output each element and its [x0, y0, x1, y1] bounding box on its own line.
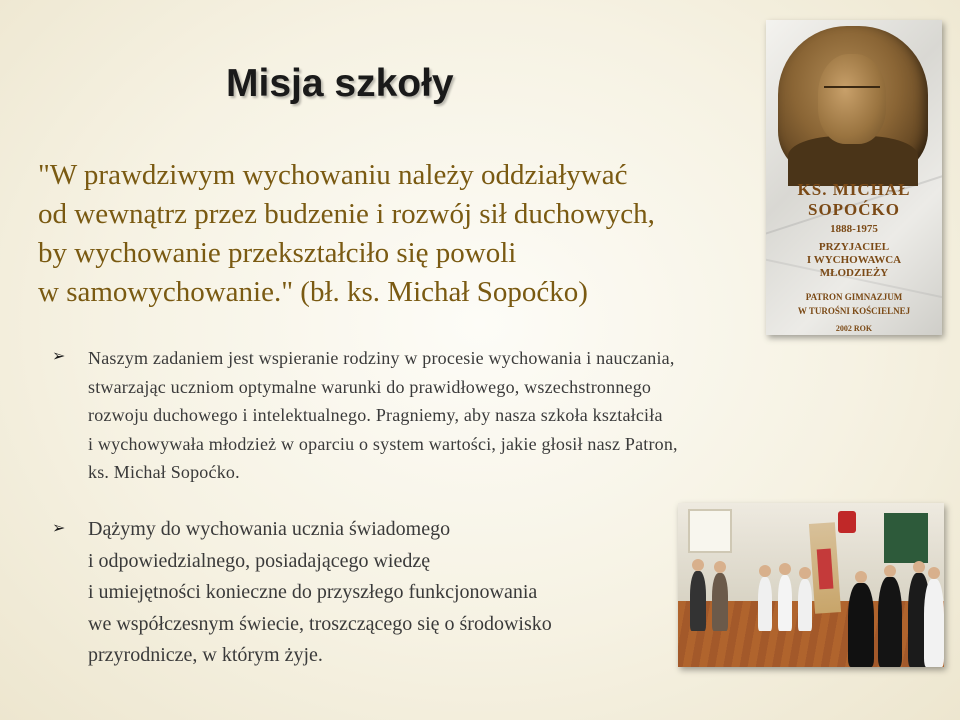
plaque-inscription: MŁODZIEŻY	[819, 267, 889, 279]
plaque-inscription: 2002 ROK	[835, 324, 873, 333]
arrow-bullet-icon: ➢	[52, 518, 66, 537]
paragraph-line: i odpowiedzialnego, posiadającego wiedzę	[88, 549, 431, 572]
patron-quote	[38, 156, 758, 312]
plaque-inscription: KS. MICHAŁ	[797, 180, 911, 199]
paragraph-line: Dążymy do wychowania ucznia świadomego	[88, 518, 451, 540]
paragraph-line: Naszym zadaniem jest wspieranie rodziny w procesie wychowania i nauczania,	[88, 348, 675, 368]
plaque-inscription: W TUROŚNI KOŚCIELNEJ	[797, 306, 911, 316]
slide-title: Misja szkoły	[226, 62, 454, 105]
mission-paragraph-1	[88, 344, 678, 487]
patron-plaque-photo	[766, 20, 942, 335]
paragraph-line: stwarzając uczniom optymalne warunki do prawidłowego, wszechstronnego	[88, 376, 652, 397]
quote-line: "W prawdziwym wychowaniu należy oddziaływać	[38, 159, 628, 191]
paragraph-line: rozwoju duchowego i intelektualnego. Pragniemy, aby nasza szkoła kształciła	[88, 405, 663, 425]
quote-line: by wychowanie przekształciło się powoli	[38, 237, 517, 269]
quote-line: w samowychowanie." (bł. ks. Michał Sopoćko)	[38, 276, 588, 308]
quote-line: od wewnątrz przez budzenie i rozwój sił duchowych,	[38, 198, 655, 230]
plaque-inscription: 1888-1975	[830, 223, 878, 235]
paragraph-line: we współczesnym świecie, troszczącego się o środowisko	[88, 612, 552, 635]
paragraph-line: i wychowywała młodzież w oparciu o system wartości, jakie głosił nasz Patron,	[88, 433, 678, 454]
paragraph-line: i umiejętności konieczne do przyszłego funkcjonowania	[88, 581, 538, 603]
plaque-inscription: PATRON GIMNAZJUM	[805, 292, 903, 302]
plaque-inscription: I WYCHOWAWCA	[806, 254, 902, 266]
paragraph-line: ks. Michał Sopoćko.	[88, 462, 240, 482]
paragraph-line: przyrodnicze, w którym żyje.	[88, 644, 323, 666]
bronze-relief-portrait	[778, 26, 928, 176]
plaque-inscription: PRZYJACIEL	[818, 241, 890, 253]
mission-paragraph-2	[88, 514, 552, 672]
school-ceremony-photo	[678, 503, 944, 667]
plaque-inscription: SOPOĆKO	[807, 200, 900, 219]
arrow-bullet-icon: ➢	[52, 346, 66, 365]
